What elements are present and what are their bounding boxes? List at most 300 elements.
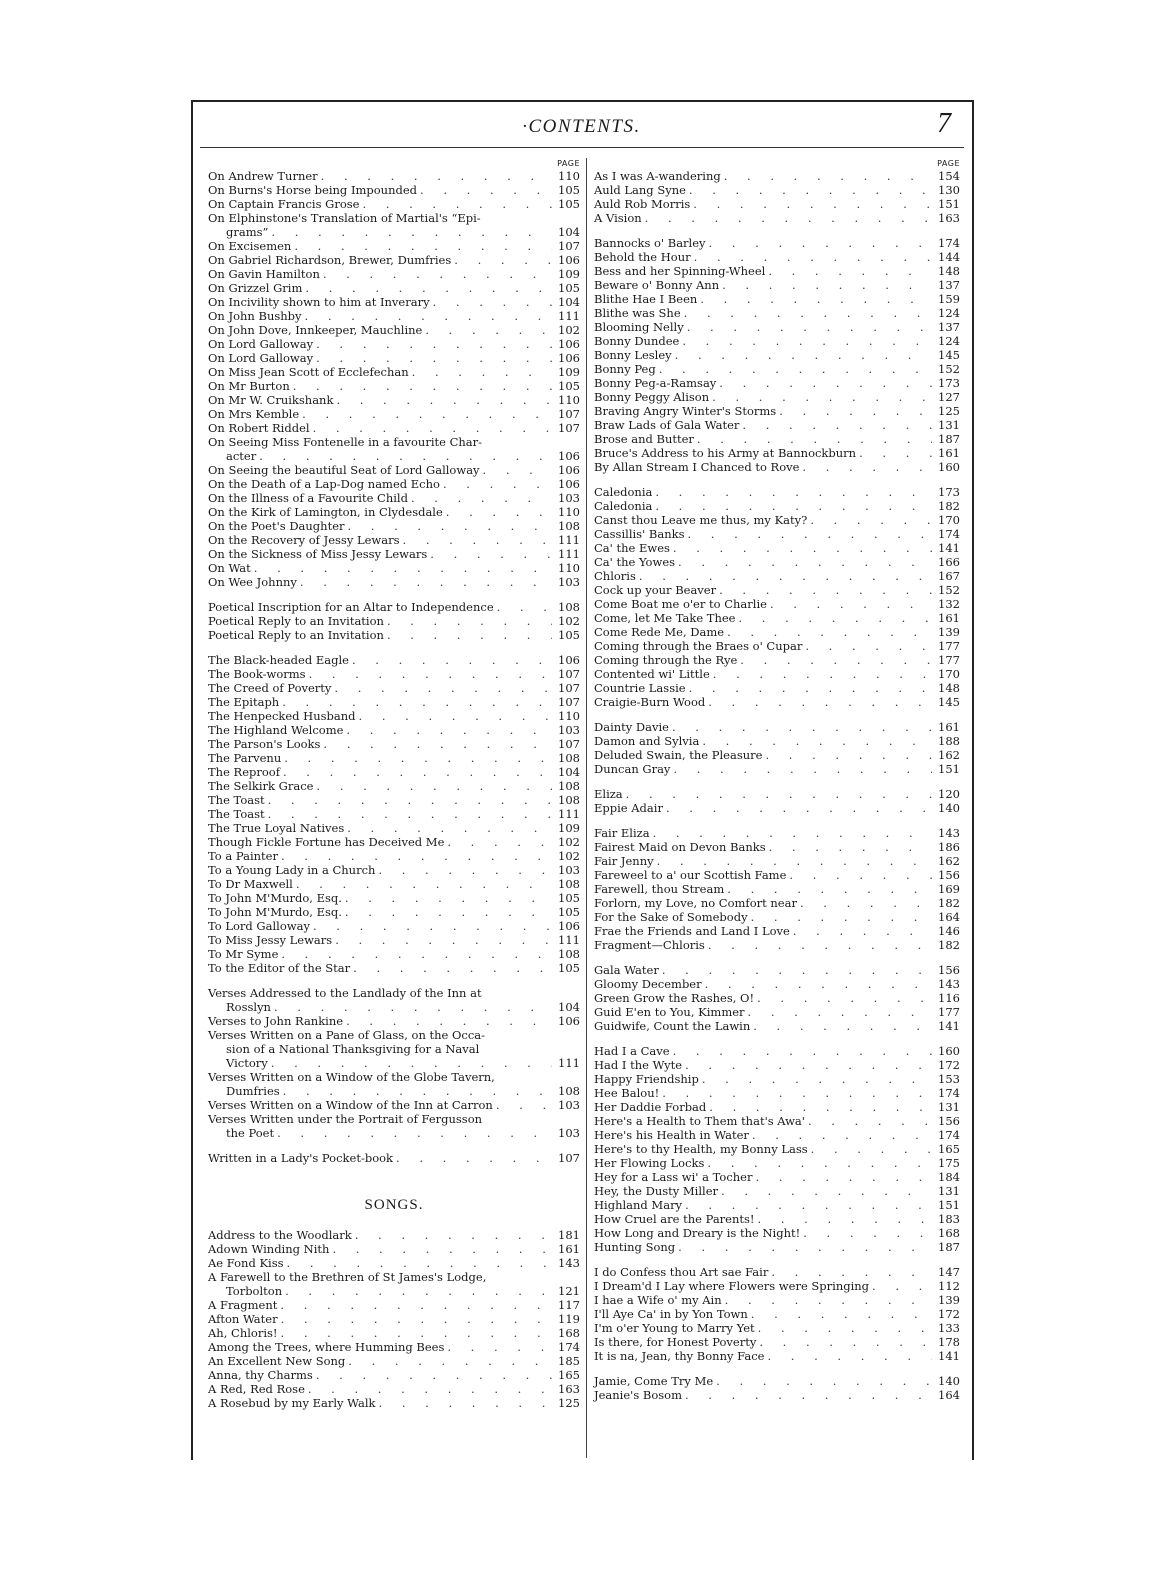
entry-page: 177: [938, 639, 960, 653]
leader-dots: [807, 513, 932, 527]
leader-dots: [265, 793, 552, 807]
toc-entry: [208, 267, 580, 281]
entry-page: 161: [938, 446, 960, 460]
leader-dots: [652, 485, 932, 499]
entry-page: 108: [558, 779, 580, 793]
leader-dots: [650, 826, 932, 840]
entry-title: Hunting Song: [594, 1240, 676, 1254]
leader-dots: [280, 1084, 552, 1098]
entry-page: 106: [558, 477, 580, 491]
entry-title: Braw Lads of Gala Water: [594, 418, 740, 432]
entry-page: 102: [558, 849, 580, 863]
toc-entry: [208, 614, 580, 628]
leader-dots: [699, 734, 932, 748]
leader-dots: [718, 1184, 932, 1198]
leader-dots: [278, 849, 552, 863]
leader-dots: [800, 1226, 932, 1240]
section-gap: [594, 1254, 960, 1265]
entry-page: 107: [558, 239, 580, 253]
toc-entry: [208, 407, 580, 421]
toc-entry: [208, 1151, 580, 1165]
leader-dots: [642, 211, 932, 225]
leader-dots: [430, 295, 552, 309]
entry-page: 182: [938, 499, 960, 513]
entry-page: 177: [938, 653, 960, 667]
entry-page: 165: [558, 1368, 580, 1382]
entry-title: Among the Trees, where Humming Bees: [208, 1340, 445, 1354]
toc-entry: [208, 1056, 580, 1070]
leader-dots: [343, 723, 552, 737]
leader-dots: [359, 197, 552, 211]
toc-entry: [208, 709, 580, 723]
entry-page: 103: [558, 575, 580, 589]
toc-entry: [208, 505, 580, 519]
leader-dots: [409, 365, 552, 379]
toc-entry: [208, 1368, 580, 1382]
entry-page: 110: [558, 169, 580, 183]
entry-title: Ah, Chloris!: [208, 1326, 278, 1340]
entry-title: Braving Angry Winter's Storms: [594, 404, 777, 418]
toc-entry: [594, 639, 960, 653]
entry-title: On the Death of a Lap-Dog named Echo: [208, 477, 440, 491]
entry-page: 110: [558, 561, 580, 575]
leader-dots: [750, 1019, 932, 1033]
leader-dots: [265, 807, 552, 821]
songs-list: [208, 1228, 580, 1410]
section-gap: [594, 709, 960, 720]
leader-dots: [705, 938, 932, 952]
entry-page: 151: [938, 1198, 960, 1212]
entry-page: 162: [938, 854, 960, 868]
frame-right-rule: [972, 100, 974, 1460]
entry-title: Bonny Peg: [594, 362, 656, 376]
entry-title: I hae a Wife o' my Ain: [594, 1293, 722, 1307]
entry-page: 108: [558, 947, 580, 961]
entry-page: 151: [938, 762, 960, 776]
entry-page: 140: [938, 1374, 960, 1388]
toc-entry: [594, 1114, 960, 1128]
toc-entry: [594, 681, 960, 695]
leader-dots: [256, 449, 552, 463]
leader-dots: [305, 1382, 552, 1396]
entry-title: Fair Eliza: [594, 826, 650, 840]
entry-title: On Andrew Turner: [208, 169, 318, 183]
page-number: 7: [937, 108, 951, 139]
entry-page: 106: [558, 463, 580, 477]
toc-section: [208, 986, 580, 1140]
leader-dots: [393, 1151, 552, 1165]
entry-page: 161: [938, 611, 960, 625]
entry-page: 172: [938, 1058, 960, 1072]
toc-entry: [208, 1126, 580, 1140]
toc-entry: [594, 555, 960, 569]
toc-entry: [594, 418, 960, 432]
entry-page: 124: [938, 306, 960, 320]
leader-dots: [786, 868, 932, 882]
toc-entry: [208, 723, 580, 737]
leader-dots: [694, 432, 932, 446]
leader-dots: [343, 1014, 552, 1028]
entry-page: 151: [938, 197, 960, 211]
entry-title: On Gavin Hamilton: [208, 267, 320, 281]
entry-title: Fairest Maid on Devon Banks: [594, 840, 766, 854]
toc-entry: [208, 393, 580, 407]
entry-page: 169: [938, 882, 960, 896]
entry-page: 141: [938, 1019, 960, 1033]
songs-heading: SONGS.: [364, 1197, 424, 1213]
toc-entry: [594, 485, 960, 499]
entry-page: 164: [938, 910, 960, 924]
entry-page: 182: [938, 896, 960, 910]
leader-dots: [422, 323, 552, 337]
entry-title: The Selkirk Grace: [208, 779, 314, 793]
toc-entry: [208, 961, 580, 975]
entry-title: A Farewell to the Brethren of St James's Lodge,: [208, 1270, 487, 1284]
leader-dots: [755, 1321, 932, 1335]
leader-dots: [274, 1126, 552, 1140]
leader-dots: [776, 404, 932, 418]
entry-page: 106: [558, 337, 580, 351]
entry-page: 125: [938, 404, 960, 418]
leader-dots: [691, 250, 932, 264]
toc-entry: [594, 695, 960, 709]
entry-title: Happy Friendship: [594, 1072, 699, 1086]
toc-entry: [208, 421, 580, 435]
entry-title: sion of a National Thanksgiving for a Naval: [226, 1042, 480, 1056]
entry-page: 108: [558, 877, 580, 891]
toc-section: [594, 787, 960, 815]
entry-page: 183: [938, 1212, 960, 1226]
entry-title: The Highland Welcome: [208, 723, 344, 737]
entry-page: 116: [938, 991, 960, 1005]
toc-entry: [594, 1240, 960, 1254]
right-column: [594, 158, 960, 1402]
entry-page: 110: [558, 393, 580, 407]
entry-page: 144: [938, 250, 960, 264]
leader-dots: [682, 1058, 932, 1072]
leader-dots: [737, 653, 932, 667]
leader-dots: [766, 840, 932, 854]
leader-dots: [704, 1156, 932, 1170]
entry-title: Come Rede Me, Dame: [594, 625, 725, 639]
entry-page: 108: [558, 1084, 580, 1098]
entry-title: Bonny Dundee: [594, 334, 680, 348]
leader-dots: [765, 264, 932, 278]
entry-page: 160: [938, 1044, 960, 1058]
header-rule: [200, 147, 964, 148]
toc-entry: [208, 947, 580, 961]
entry-page: 133: [938, 1321, 960, 1335]
toc-entry: [594, 432, 960, 446]
leader-dots: [313, 1368, 552, 1382]
leader-dots: [290, 379, 552, 393]
entry-page: 111: [558, 547, 580, 561]
entry-title: On Seeing Miss Fontenelle in a favourite Char-: [208, 435, 483, 449]
entry-page: 105: [558, 891, 580, 905]
leader-dots: [268, 225, 552, 239]
leader-dots: [493, 1098, 552, 1112]
entry-page: 137: [938, 320, 960, 334]
entry-page: 188: [938, 734, 960, 748]
toc-entry: [594, 292, 960, 306]
section-gap: [208, 589, 580, 600]
entry-page: 186: [938, 840, 960, 854]
leader-dots: [756, 1335, 932, 1349]
leader-dots: [271, 1000, 552, 1014]
toc-entry: [208, 1326, 580, 1340]
toc-entry: [594, 1086, 960, 1100]
leader-dots: [656, 362, 932, 376]
toc-entry: [208, 653, 580, 667]
leader-dots: [716, 583, 932, 597]
entry-title: To John M'Murdo, Esq.: [208, 905, 342, 919]
section-gap: [594, 1363, 960, 1374]
entry-page: 103: [558, 491, 580, 505]
entry-page: 173: [938, 485, 960, 499]
leader-dots: [805, 1114, 932, 1128]
entry-title: Coming through the Braes o' Cupar: [594, 639, 803, 653]
entry-page: 108: [558, 519, 580, 533]
toc-entry: [208, 1256, 580, 1270]
entry-title: Ca' the Ewes: [594, 541, 670, 555]
toc-entry: [594, 348, 960, 362]
leader-dots: [686, 183, 932, 197]
entry-page: 104: [558, 225, 580, 239]
toc-entry: [594, 211, 960, 225]
toc-entry: [208, 253, 580, 267]
entry-title: Bonny Lesley: [594, 348, 672, 362]
toc-entry: [208, 575, 580, 589]
toc-entry: [594, 977, 960, 991]
leader-dots: [440, 477, 552, 491]
entry-page: 110: [558, 709, 580, 723]
entry-title: The Parson's Looks: [208, 737, 321, 751]
leader-dots: [699, 1072, 932, 1086]
entry-title: A Rosebud by my Early Walk: [208, 1396, 376, 1410]
entry-title: Had I a Cave: [594, 1044, 670, 1058]
entry-page: 154: [938, 169, 960, 183]
entry-page: 174: [938, 1128, 960, 1142]
entry-page: 109: [558, 821, 580, 835]
toc-entry: [208, 667, 580, 681]
entry-page: 108: [558, 751, 580, 765]
toc-entry: [208, 1382, 580, 1396]
toc-entry: [594, 896, 960, 910]
entry-title: To a Painter: [208, 849, 278, 863]
entry-title: On the Kirk of Lamington, in Clydesdale: [208, 505, 443, 519]
toc-entry: [594, 1321, 960, 1335]
entry-page: 131: [938, 1184, 960, 1198]
page-column-heading: PAGE: [937, 159, 960, 168]
toc-entry: [208, 477, 580, 491]
leader-dots: [802, 639, 932, 653]
entry-title: Hee Balou!: [594, 1086, 660, 1100]
entry-title: I Dream'd I Lay where Flowers were Springing: [594, 1279, 870, 1293]
toc-entry: [594, 513, 960, 527]
section-gap: [208, 975, 580, 986]
leader-dots: [670, 762, 932, 776]
entry-title: On the Poet's Daughter: [208, 519, 345, 533]
toc-entry: [594, 748, 960, 762]
section-gap: [594, 474, 960, 485]
entry-title: To Miss Jessy Lewars: [208, 933, 333, 947]
entry-title: On Mr Burton: [208, 379, 290, 393]
toc-entry: [208, 1396, 580, 1410]
entry-title: Ca' the Yowes: [594, 555, 676, 569]
leader-dots: [375, 863, 552, 877]
leader-dots: [310, 421, 552, 435]
entry-title: Verses to John Rankine: [208, 1014, 344, 1028]
toc-entry: [208, 1284, 580, 1298]
toc-entry: [208, 779, 580, 793]
leader-dots: [672, 348, 932, 362]
page-title: ·CONTENTS.: [522, 116, 641, 137]
entry-page: 187: [938, 432, 960, 446]
leader-dots: [293, 877, 552, 891]
toc-entry: [208, 1112, 580, 1126]
entry-title: Poetical Inscription for an Altar to Independence: [208, 600, 494, 614]
toc-entry: [594, 569, 960, 583]
toc-entry: [208, 547, 580, 561]
entry-title: The Epitaph: [208, 695, 280, 709]
entry-page: 137: [938, 278, 960, 292]
entry-title: Behold the Hour: [594, 250, 691, 264]
toc-entry: [208, 211, 580, 225]
toc-entry: [208, 1242, 580, 1256]
toc-entry: [594, 1142, 960, 1156]
toc-entry: [594, 376, 960, 390]
entry-title: On Gabriel Richardson, Brewer, Dumfries: [208, 253, 452, 267]
section-gap: [208, 1165, 580, 1190]
leader-dots: [869, 1279, 932, 1293]
toc-entry: [208, 1098, 580, 1112]
toc-entry: [208, 986, 580, 1000]
entry-page: 131: [938, 418, 960, 432]
toc-entry: [208, 533, 580, 547]
left-column: [208, 158, 580, 1410]
leader-dots: [675, 1240, 932, 1254]
entry-title: Ae Fond Kiss: [208, 1256, 284, 1270]
leader-dots: [279, 695, 552, 709]
entry-page: 139: [938, 625, 960, 639]
toc-entry: [594, 404, 960, 418]
entry-title: The Black-headed Eagle: [208, 653, 349, 667]
toc-entry: [208, 169, 580, 183]
entry-page: 152: [938, 583, 960, 597]
entry-page: 102: [558, 614, 580, 628]
leader-dots: [284, 1256, 552, 1270]
entry-title: I'll Aye Ca' in by Yon Town: [594, 1307, 748, 1321]
leader-dots: [713, 1374, 932, 1388]
entry-title: Gloomy December: [594, 977, 702, 991]
entry-title: The Toast: [208, 807, 265, 821]
leader-dots: [724, 625, 932, 639]
entry-title: Address to the Woodlark: [208, 1228, 352, 1242]
toc-entry: [594, 1226, 960, 1240]
toc-entry: [594, 826, 960, 840]
leader-dots: [799, 460, 932, 474]
toc-entry: [594, 1374, 960, 1388]
leader-dots: [748, 1307, 932, 1321]
toc-entry: [594, 197, 960, 211]
entry-page: 141: [938, 541, 960, 555]
toc-entry: [208, 1228, 580, 1242]
toc-section: [208, 600, 580, 642]
toc-entry: [594, 734, 960, 748]
entry-title: Farewell, thou Stream: [594, 882, 725, 896]
toc-entry: [594, 527, 960, 541]
entry-title: The Creed of Poverty: [208, 681, 332, 695]
entry-page: 119: [558, 1312, 580, 1326]
toc-section: [594, 236, 960, 474]
entry-page: 103: [558, 723, 580, 737]
entry-page: 143: [558, 1256, 580, 1270]
leader-dots: [329, 1242, 552, 1256]
leader-dots: [755, 1212, 932, 1226]
toc-entry: [208, 351, 580, 365]
entry-title: On Elphinstone's Translation of Martial's “Epi-: [208, 211, 481, 225]
entry-page: 105: [558, 961, 580, 975]
toc-entry: [208, 295, 580, 309]
entry-title: On Incivility shown to him at Inverary: [208, 295, 430, 309]
toc-entry: [208, 449, 580, 463]
toc-section: [594, 1044, 960, 1254]
entry-title: Here's a Health to Them that's Awa': [594, 1114, 805, 1128]
entry-page: 156: [938, 1114, 960, 1128]
toc-entry: [208, 807, 580, 821]
entry-page: 105: [558, 281, 580, 295]
toc-entry: [594, 910, 960, 924]
toc-entry: [208, 1354, 580, 1368]
entry-title: To the Editor of the Star: [208, 961, 351, 975]
entry-page: 105: [558, 379, 580, 393]
toc-entry: [208, 835, 580, 849]
toc-entry: [208, 519, 580, 533]
leader-dots: [752, 1170, 932, 1184]
leader-dots: [494, 600, 552, 614]
entry-page: 104: [558, 295, 580, 309]
entry-page: 143: [938, 826, 960, 840]
toc-entry: [594, 320, 960, 334]
toc-entry: [208, 197, 580, 211]
entry-page: 147: [938, 1265, 960, 1279]
entry-page: 145: [938, 348, 960, 362]
toc-entry: [594, 1058, 960, 1072]
entry-title: Caledonia: [594, 485, 653, 499]
toc-entry: [208, 628, 580, 642]
entry-page: 104: [558, 1000, 580, 1014]
toc-entry: [594, 653, 960, 667]
leader-dots: [333, 393, 552, 407]
toc-entry: [594, 1128, 960, 1142]
entry-title: On Seeing the beautiful Seat of Lord Galloway: [208, 463, 480, 477]
leader-dots: [306, 667, 552, 681]
entry-title: Hey, the Dusty Miller: [594, 1184, 719, 1198]
entry-page: 105: [558, 197, 580, 211]
entry-title: A Fragment: [208, 1298, 278, 1312]
entry-page: 107: [558, 1151, 580, 1165]
leader-dots: [251, 561, 552, 575]
toc-entry: [208, 737, 580, 751]
entry-title: Bonny Peggy Alison: [594, 390, 710, 404]
toc-entry: [594, 991, 960, 1005]
toc-entry: [208, 933, 580, 947]
entry-title: Torbolton: [226, 1284, 283, 1298]
toc-entry: [594, 1293, 960, 1307]
entry-page: 161: [558, 1242, 580, 1256]
entry-page: 174: [938, 1086, 960, 1100]
leader-dots: [427, 547, 552, 561]
